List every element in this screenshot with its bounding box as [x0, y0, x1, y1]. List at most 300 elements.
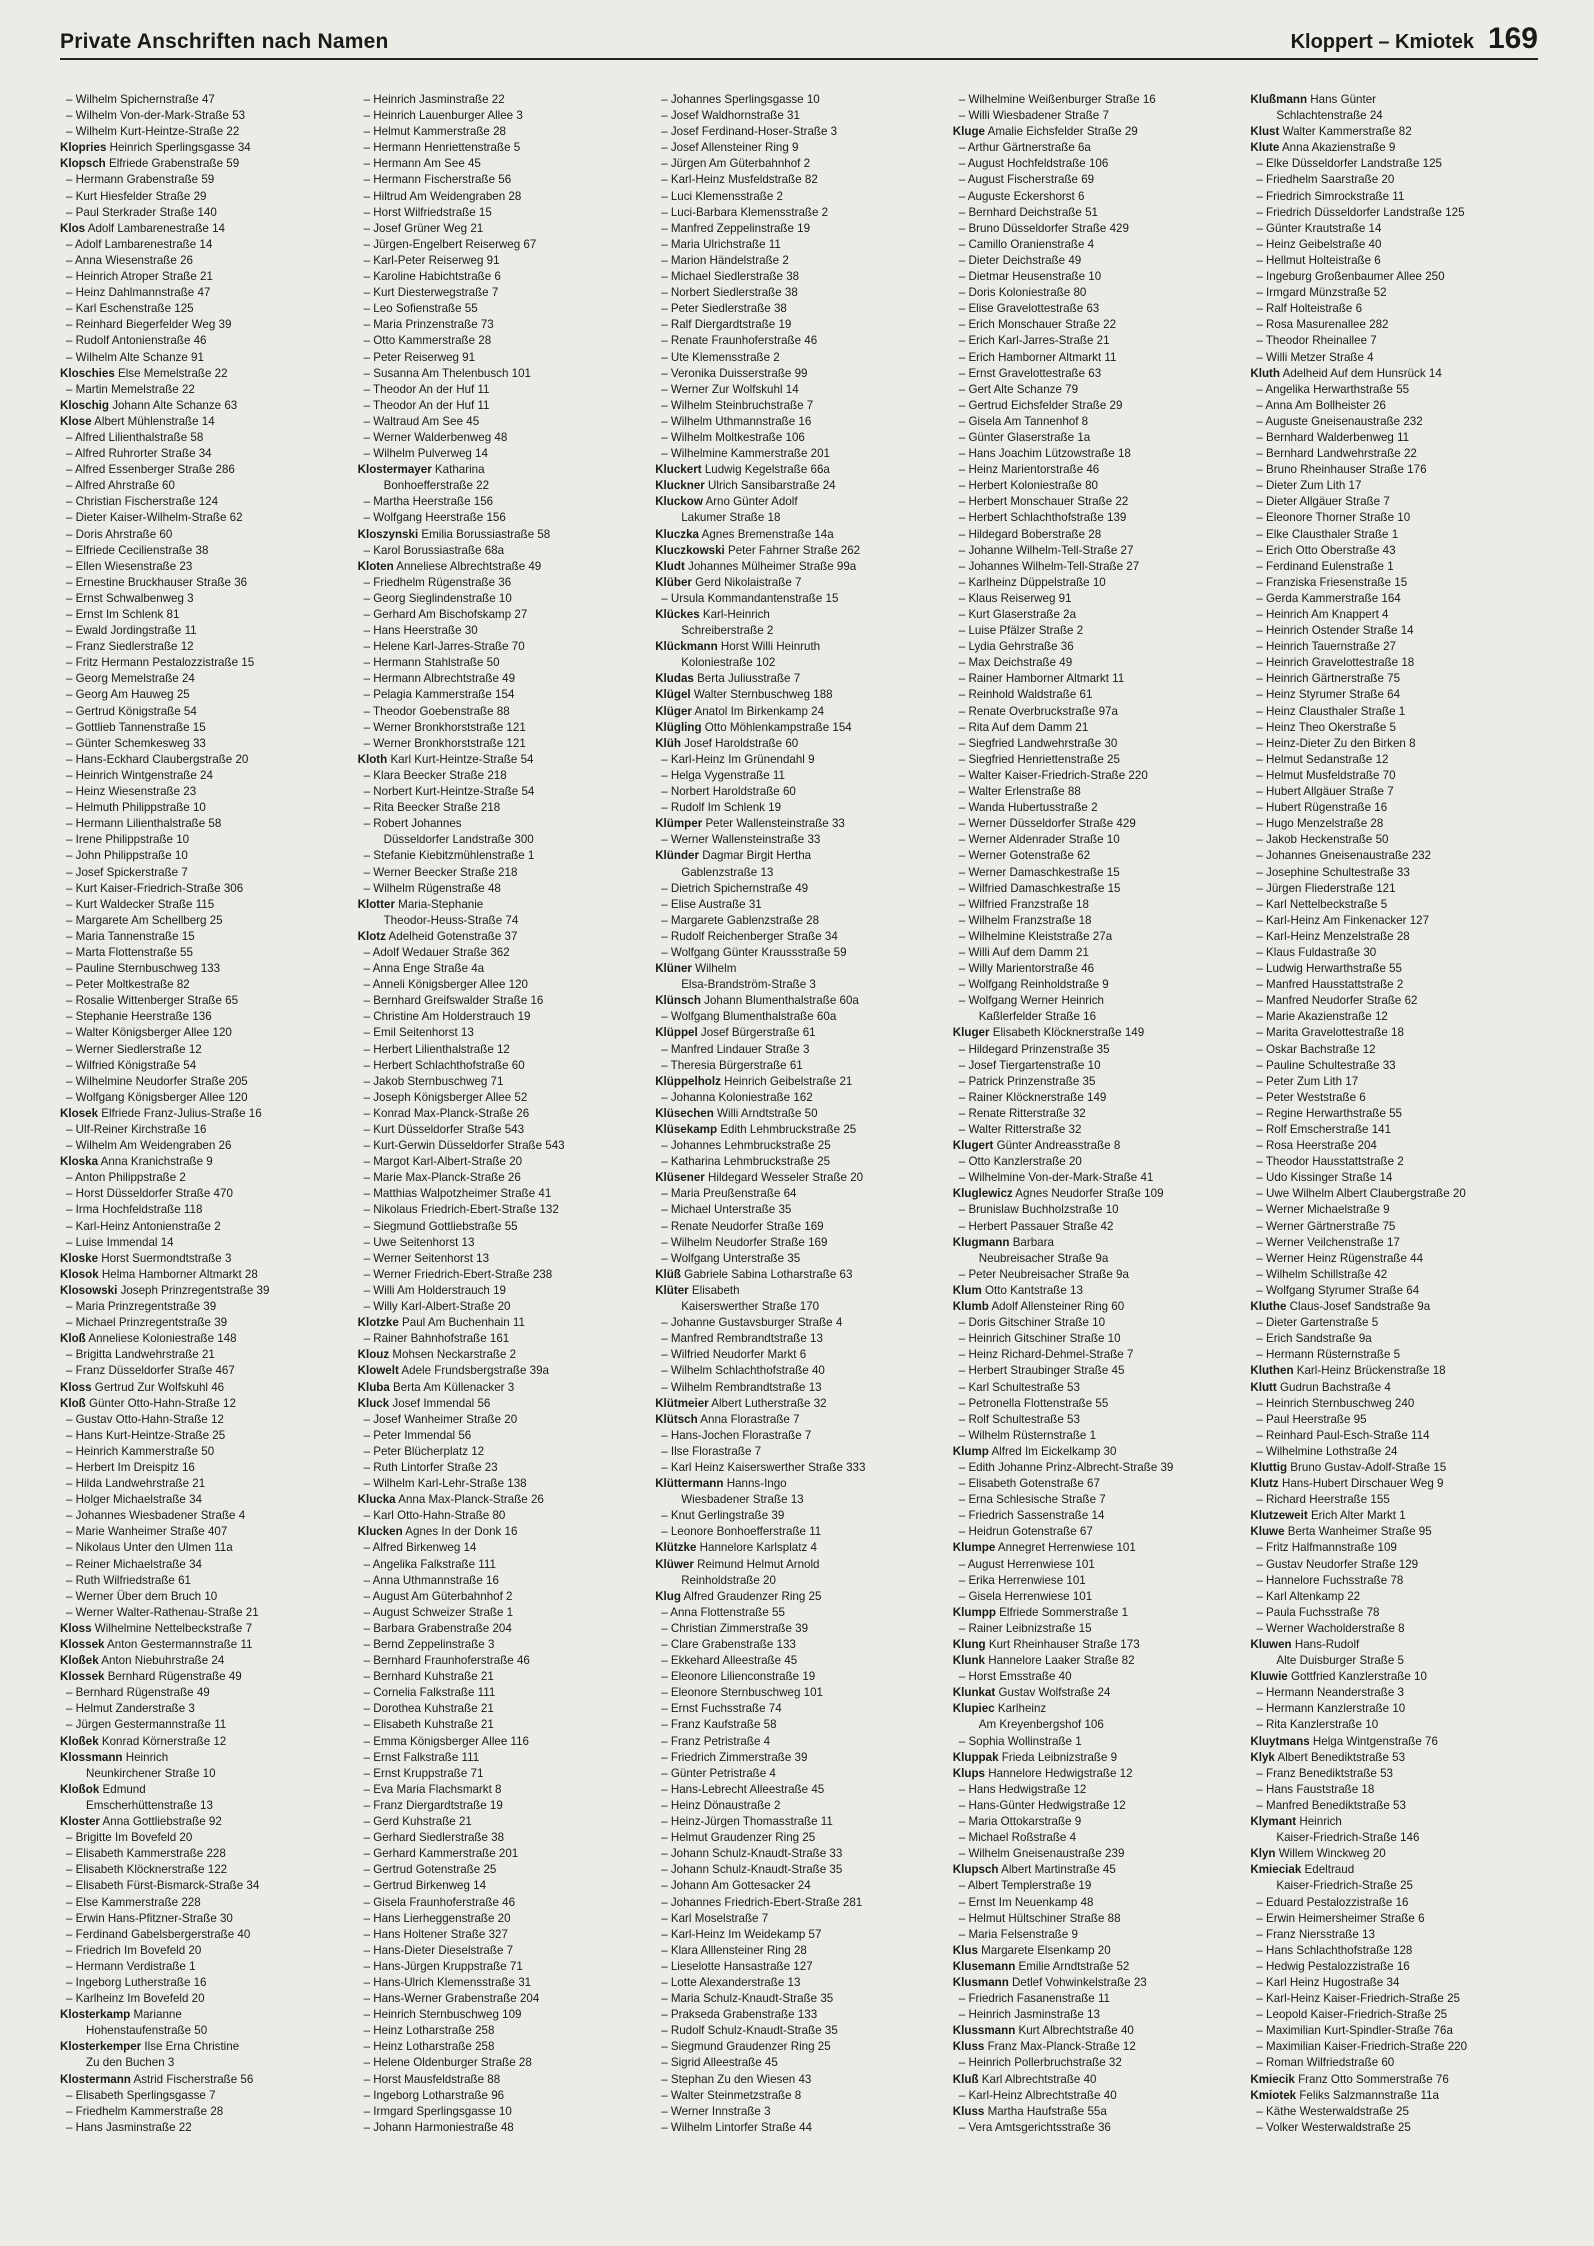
sub-entry: – Herbert Im Dreispitz 16	[66, 1460, 195, 1474]
surname-entry	[655, 1540, 945, 1556]
sub-entry: – Alfred Ahrstraße 60	[66, 479, 175, 493]
surname: Kloster	[60, 1815, 100, 1829]
sub-entry: – Michael Unterstraße 35	[661, 1203, 792, 1217]
sub-entry: – Eleonore Sternbuschweg 101	[661, 1686, 823, 1700]
surname: Kluba	[357, 1380, 390, 1394]
entry-details: Maria-Stephanie	[394, 897, 484, 911]
sub-entry: – Paul Sterkrader Straße 140	[66, 205, 217, 219]
sub-entry: – Klara Beecker Straße 218	[363, 768, 507, 782]
entry-details: Elfriede Grabenstraße 59	[105, 157, 240, 171]
surname-entry	[60, 156, 350, 172]
surname: Kloska	[60, 1155, 99, 1169]
sub-entry: – Dieter Deichstraße 49	[958, 253, 1082, 267]
sub-entry: – Brigitta Landwehrstraße 21	[66, 1348, 215, 1362]
sub-entry: – Maximilian Kaiser-Friedrich-Straße 220	[1256, 2040, 1468, 2054]
entry-details: Dagmar Birgit Hertha	[699, 849, 812, 863]
sub-entry: – Rainer Leibnizstraße 15	[958, 1621, 1092, 1635]
sub-entry: – Elisabeth Klöcknerstraße 122	[66, 1863, 228, 1877]
surname: Kluckert	[655, 463, 702, 477]
sub-entry: – Helmuth Philippstraße 10	[66, 801, 206, 815]
sub-entry: – Bernhard Walderbenweg 11	[1256, 430, 1410, 444]
surname: Klucken	[357, 1525, 403, 1539]
surname: Kmiecik	[1250, 2072, 1295, 2086]
sub-entry: – Elisabeth Fürst-Bismarck-Straße 34	[66, 1879, 260, 1893]
entry-details: Berta Juliusstraße 7	[693, 672, 801, 686]
sub-entry: – Ernst Im Neuenkamp 48	[958, 1895, 1094, 1909]
entry-details: Helga Wintgenstraße 76	[1309, 1734, 1438, 1748]
surname-entry	[953, 1235, 1243, 1251]
entry-continuation: Bonhoefferstraße 22	[383, 479, 490, 493]
sub-entry: – Herbert Passauer Straße 42	[958, 1219, 1114, 1233]
sub-entry: – Hiltrud Am Weidengraben 28	[363, 189, 522, 203]
sub-entry: – Doris Koloniestraße 80	[958, 286, 1087, 300]
sub-entry: – Luci-Barbara Klemensstraße 2	[661, 205, 829, 219]
sub-entry: – Willi Wiesbadener Straße 7	[958, 109, 1109, 123]
sub-entry: – Heinz Clausthaler Straße 1	[1256, 704, 1406, 718]
surname: Klugert	[952, 1139, 994, 1153]
sub-entry: – Willy Karl-Albert-Straße 20	[363, 1300, 511, 1314]
entry-details: Heinrich	[122, 1750, 169, 1764]
sub-entry: – Josef Ferdinand-Hoser-Straße 3	[661, 125, 838, 139]
sub-entry: – Elise Gravelottestraße 63	[958, 302, 1100, 316]
sub-entry: – Marion Händelstraße 2	[661, 253, 789, 267]
sub-entry: – Uwe Seitenhorst 13	[363, 1235, 475, 1249]
sub-entry: – Ernst Fuchsstraße 74	[661, 1702, 782, 1716]
sub-entry: – Ruth Lintorfer Straße 23	[363, 1460, 498, 1474]
surname: Kmieciak	[1250, 1863, 1302, 1877]
sub-entry: – Herbert Monschauer Straße 22	[958, 495, 1129, 509]
sub-entry: – Paul Heerstraße 95	[1256, 1412, 1367, 1426]
surname-entry	[358, 1396, 648, 1412]
entry-details: Peter Fahrner Straße 262	[724, 543, 861, 557]
sub-entry: – Kurt Kaiser-Friedrich-Straße 306	[66, 881, 244, 895]
sub-entry: – Erwin Hans-Pfitzner-Straße 30	[66, 1911, 233, 1925]
sub-entry: – Siegfried Henriettenstraße 25	[958, 752, 1120, 766]
sub-entry: – Herbert Schlachthofstraße 139	[958, 511, 1127, 525]
sub-entry: – Peter Blücherplatz 12	[363, 1444, 485, 1458]
surname-entry	[655, 527, 945, 543]
entry-details: Claus-Josef Sandstraße 9a	[1286, 1300, 1431, 1314]
sub-entry: – Werner Seitenhorst 13	[363, 1251, 490, 1265]
sub-entry: – Oskar Bachstraße 12	[1256, 1042, 1376, 1056]
sub-entry: – Johannes Lehmbruckstraße 25	[661, 1139, 831, 1153]
surname-entry	[60, 1267, 350, 1283]
surname-entry	[655, 1106, 945, 1122]
sub-entry: – Theodor Goebenstraße 88	[363, 704, 510, 718]
entry-details: Albert Benediktstraße 53	[1274, 1750, 1406, 1764]
surname-entry	[655, 478, 945, 494]
sub-entry: – Sigrid Alleestraße 45	[661, 2056, 778, 2070]
surname-entry	[953, 2104, 1243, 2120]
surname-entry	[655, 848, 945, 864]
sub-entry: – Friedrich Zimmerstraße 39	[661, 1750, 808, 1764]
surname-entry	[953, 1685, 1243, 1701]
entry-details: Berta Am Küllenacker 3	[389, 1380, 515, 1394]
sub-entry: – Heinz-Dieter Zu den Birken 8	[1256, 736, 1416, 750]
surname-entry	[60, 398, 350, 414]
sub-entry: – Franz Siedlerstraße 12	[66, 640, 194, 654]
entry-details: Horst Suermondtstraße 3	[98, 1251, 232, 1265]
surname: Kluglewicz	[952, 1187, 1013, 1201]
surname-entry	[953, 1959, 1243, 1975]
sub-entry: – Johannes Wiesbadener Straße 4	[66, 1509, 246, 1523]
surname-entry	[953, 1186, 1243, 1202]
sub-entry: – Karl Moselstraße 7	[661, 1911, 769, 1925]
sub-entry: – Ulf-Reiner Kirchstraße 16	[66, 1123, 207, 1136]
sub-entry: – Helmut Musfeldstraße 70	[1256, 768, 1396, 782]
sub-entry: – Erich Hamborner Altmarkt 11	[958, 350, 1117, 364]
surname-entry	[1250, 140, 1540, 156]
sub-entry: – Johannes Friedrich-Ebert-Straße 281	[661, 1895, 863, 1909]
surname: Klups	[952, 1766, 985, 1780]
entry-details: Ilse Erna Christine	[141, 2040, 240, 2054]
sub-entry: – Kurt Glaserstraße 2a	[958, 608, 1077, 621]
sub-entry: – Franz Niersstraße 13	[1256, 1927, 1375, 1941]
sub-entry: – Gerda Kammerstraße 164	[1256, 591, 1401, 605]
entry-details: Astrid Fischerstraße 56	[130, 2072, 254, 2086]
surname: Klostermann	[60, 2072, 131, 2086]
sub-entry: – Hubert Rügenstraße 16	[1256, 801, 1388, 815]
surname: Kloß	[60, 1396, 86, 1410]
sub-entry: – Alfred Essenberger Straße 286	[66, 463, 235, 477]
surname-entry	[655, 671, 945, 687]
sub-entry: – Peter Moltkestraße 82	[66, 978, 190, 992]
surname: Klyn	[1250, 1847, 1276, 1861]
sub-entry: – Wilhelm Steinbruchstraße 7	[661, 398, 814, 412]
sub-entry: – Werner Damaschkestraße 15	[958, 865, 1120, 879]
sub-entry: – Jürgen Fliederstraße 121	[1256, 881, 1396, 895]
sub-entry: – Ekkehard Alleestraße 45	[661, 1654, 798, 1668]
sub-entry: – Werner Beecker Straße 218	[363, 865, 518, 879]
sub-entry: – Rosa Masurenallee 282	[1256, 318, 1389, 332]
sub-entry: – Brigitte Im Bovefeld 20	[66, 1831, 193, 1845]
sub-entry: – Franz Diergardtstraße 19	[363, 1798, 503, 1812]
sub-entry: – Wilhelm Am Weidengraben 26	[66, 1139, 232, 1153]
sub-entry: – Friedhelm Saarstraße 20	[1256, 173, 1395, 187]
sub-entry: – Karl-Heinz Albrechtstraße 40	[958, 2088, 1117, 2102]
sub-entry: – Lydia Gehrstraße 36	[958, 640, 1074, 654]
surname-entry	[60, 1653, 350, 1669]
sub-entry: – Eva Maria Flachsmarkt 8	[363, 1782, 502, 1796]
sub-entry: – Adolf Lambarenestraße 14	[66, 237, 213, 251]
entry-details: Feliks Salzmannstraße 11a	[1296, 2088, 1439, 2102]
entry-details: Detlef Vohwinkelstraße 23	[1008, 1975, 1147, 1989]
sub-entry: – Willy Marientorstraße 46	[958, 962, 1095, 976]
sub-entry: – Rainer Klöcknerstraße 149	[958, 1090, 1107, 1104]
sub-entry: – Erna Schlesische Straße 7	[958, 1493, 1106, 1507]
surname: Klünder	[655, 849, 699, 863]
sub-entry: – Jürgen Am Güterbahnhof 2	[661, 157, 811, 171]
column-5	[1250, 92, 1540, 2212]
surname: Klügling	[655, 720, 702, 734]
entry-continuation: Schreiberstraße 2	[681, 624, 774, 638]
sub-entry: – Manfred Neudorfer Straße 62	[1256, 994, 1418, 1008]
sub-entry: – Werner Walderbenweg 48	[363, 430, 508, 444]
surname-entry	[655, 1589, 945, 1605]
sub-entry: – Rudolf Im Schlenk 19	[661, 801, 782, 815]
sub-entry: – Wilhelm Alte Schanze 91	[66, 350, 204, 364]
sub-entry: – Ernst Schwalbenweg 3	[66, 591, 194, 605]
sub-entry: – Friedrich Fasanenstraße 11	[958, 1992, 1110, 2006]
surname: Klossek	[60, 1670, 105, 1684]
sub-entry: – Barbara Grabenstraße 204	[363, 1621, 512, 1635]
surname: Klütsch	[655, 1412, 698, 1426]
sub-entry: – Bernhard Greifswalder Straße 16	[363, 994, 544, 1008]
sub-entry: – Stephan Zu den Wiesen 43	[661, 2072, 812, 2086]
entry-details: Katharina	[431, 463, 485, 477]
surname-entry	[953, 1605, 1243, 1621]
sub-entry: – Günter Schemkesweg 33	[66, 736, 206, 750]
sub-entry: – Heinz Geibelstraße 40	[1256, 237, 1382, 251]
entry-details: Mohsen Neckarstraße 2	[389, 1348, 517, 1362]
sub-entry: – Helga Vygenstraße 11	[661, 768, 785, 782]
sub-entry: – Ralf Holteistraße 6	[1256, 302, 1363, 316]
surname: Klüh	[655, 736, 681, 750]
sub-entry: – Marta Flottenstraße 55	[66, 945, 193, 959]
surname: Klutzeweit	[1250, 1509, 1308, 1523]
surname: Klüber	[655, 575, 692, 589]
sub-entry: – August Hochfeldstraße 106	[958, 157, 1109, 171]
sub-entry: – Heinz Styrumer Straße 64	[1256, 688, 1401, 702]
sub-entry: – Wanda Hubertusstraße 2	[958, 801, 1098, 815]
entry-details: Adelheid Gotenstraße 37	[385, 929, 518, 943]
sub-entry: – Werner Zur Wolfskuhl 14	[661, 382, 799, 396]
surname: Klugmann	[952, 1235, 1010, 1249]
sub-entry: – Hans Kurt-Heintze-Straße 25	[66, 1428, 226, 1442]
entry-details: Emilie Arndtstraße 52	[1015, 1959, 1130, 1973]
sub-entry: – Wolfgang Königsberger Allee 120	[66, 1090, 248, 1104]
sub-entry: – Holger Michaelstraße 34	[66, 1493, 202, 1507]
sub-entry: – Lieselotte Hansastraße 127	[661, 1959, 813, 1973]
surname: Kluytmans	[1250, 1734, 1310, 1748]
sub-entry: – Sophia Wollinstraße 1	[958, 1734, 1082, 1748]
surname: Klus	[952, 1943, 978, 1957]
surname: Kluckow	[655, 495, 703, 509]
sub-entry: – Angelika Herwarthstraße 55	[1256, 382, 1410, 396]
sub-entry: – Werner Gärtnerstraße 75	[1256, 1219, 1396, 1233]
entry-continuation: Neubreisacher Straße 9a	[978, 1251, 1109, 1265]
sub-entry: – Max Deichstraße 49	[958, 656, 1073, 670]
sub-entry: – Wolfgang Reinholdstraße 9	[958, 978, 1109, 992]
sub-entry: – Gerd Kuhstraße 21	[363, 1815, 472, 1829]
sub-entry: – August Fischerstraße 69	[958, 173, 1095, 187]
surname: Klymant	[1250, 1815, 1297, 1829]
sub-entry: – Johann Harmoniestraße 48	[363, 2120, 514, 2134]
sub-entry: – Luise Pfälzer Straße 2	[958, 624, 1084, 638]
sub-entry: – Ernst Kruppstraße 71	[363, 1766, 484, 1780]
sub-entry: – Hilda Landwehrstraße 21	[66, 1477, 206, 1491]
sub-entry: – Erich Karl-Jarres-Straße 21	[958, 334, 1110, 348]
surname: Klupsch	[952, 1863, 999, 1877]
sub-entry: – Hellmut Holteistraße 6	[1256, 253, 1381, 267]
sub-entry: – Rudolf Antonienstraße 46	[66, 334, 207, 348]
surname: Klüner	[655, 962, 692, 976]
entry-continuation: Gablenzstraße 13	[681, 865, 774, 879]
sub-entry: – Manfred Zeppelinstraße 19	[661, 221, 811, 235]
sub-entry: – Bruno Düsseldorfer Straße 429	[958, 221, 1129, 235]
surname: Klussmann	[952, 2024, 1016, 2038]
sub-entry: – Hans-Ulrich Klemensstraße 31	[363, 1975, 532, 1989]
surname-entry	[655, 993, 945, 1009]
sub-entry: – Renate Overbruckstraße 97a	[958, 704, 1118, 718]
sub-entry: – Erich Monschauer Straße 22	[958, 318, 1117, 332]
surname: Klosterkamp	[60, 2008, 131, 2022]
surname-entry	[655, 1025, 945, 1041]
sub-entry: – Peter Zum Lith 17	[1256, 1074, 1359, 1088]
entry-details: Erich Alter Markt 1	[1307, 1509, 1406, 1523]
surname: Klosowski	[60, 1283, 118, 1297]
sub-entry: – Karl Heinz Hugostraße 34	[1256, 1975, 1400, 1989]
entry-details: Hans Günter	[1307, 93, 1377, 106]
sub-entry: – Dieter Zum Lith 17	[1256, 479, 1362, 493]
sub-entry: – Erwin Heimersheimer Straße 6	[1256, 1911, 1425, 1925]
sub-entry: – Roman Wilfriedstraße 60	[1256, 2056, 1395, 2070]
surname-entry	[655, 1476, 945, 1492]
sub-entry: – Hermann Fischerstraße 56	[363, 173, 512, 187]
surname: Kluthe	[1250, 1300, 1287, 1314]
sub-entry: – Jakob Heckenstraße 50	[1256, 833, 1389, 847]
sub-entry: – Franziska Friesenstraße 15	[1256, 575, 1408, 589]
surname-entry	[953, 1025, 1243, 1041]
sub-entry: – Georg Am Hauweg 25	[66, 688, 190, 702]
surname: Klosek	[60, 1106, 99, 1120]
sub-entry: – Wilhelm Moltkestraße 106	[661, 430, 805, 444]
surname-entry	[358, 559, 648, 575]
sub-entry: – Josef Spickerstraße 7	[66, 865, 188, 879]
sub-entry: – Brunislaw Buchholzstraße 10	[958, 1203, 1119, 1217]
sub-entry: – Gustav Neudorfer Straße 129	[1256, 1557, 1419, 1571]
sub-entry: – Wilfried Königstraße 54	[66, 1058, 197, 1072]
sub-entry: – Karl-Heinz Antonienstraße 2	[66, 1219, 221, 1233]
sub-entry: – Wilfried Franzstraße 18	[958, 897, 1089, 911]
sub-entry: – Reinhard Paul-Esch-Straße 114	[1256, 1428, 1430, 1442]
sub-entry: – Maria Felsenstraße 9	[958, 1927, 1078, 1941]
surname-entry	[655, 607, 945, 623]
sub-entry: – Emma Königsberger Allee 116	[363, 1734, 530, 1748]
surname-entry	[655, 559, 945, 575]
sub-entry: – Johanna Koloniestraße 162	[661, 1090, 813, 1104]
sub-entry: – Hermann Am See 45	[363, 157, 481, 171]
surname-entry	[953, 1750, 1243, 1766]
sub-entry: – Manfred Hausstattstraße 2	[1256, 978, 1404, 992]
sub-entry: – Otto Kammerstraße 28	[363, 334, 492, 348]
surname-entry	[655, 961, 945, 977]
sub-entry: – Katharina Lehmbruckstraße 25	[661, 1155, 831, 1169]
entry-details: Johann Blumenthalstraße 60a	[700, 994, 859, 1008]
surname-entry	[953, 1299, 1243, 1315]
surname-entry	[60, 1251, 350, 1267]
entry-details: Anna Florastraße 7	[697, 1412, 800, 1426]
sub-entry: – Herbert Koloniestraße 80	[958, 479, 1098, 493]
sub-entry: – Werner Innstraße 3	[661, 2104, 771, 2118]
surname-entry	[953, 1943, 1243, 1959]
surname: Kloth	[357, 752, 388, 766]
entry-details: Günter Otto-Hahn-Straße 12	[85, 1396, 236, 1410]
sub-entry: – Werner Veilchenstraße 17	[1256, 1235, 1400, 1249]
sub-entry: – Maria Tannenstraße 15	[66, 929, 195, 943]
surname-entry	[655, 736, 945, 752]
surname-entry	[60, 2072, 350, 2088]
surname-entry	[655, 543, 945, 559]
sub-entry: – Heinrich Jasminstraße 22	[363, 93, 505, 106]
sub-entry: – Ferdinand Eulenstraße 1	[1256, 559, 1394, 573]
entry-continuation: Schlachtenstraße 24	[1276, 109, 1383, 123]
surname: Klyk	[1250, 1750, 1275, 1764]
surname: Kluß	[952, 2072, 979, 2086]
surname: Kluwe	[1250, 1525, 1285, 1539]
sub-entry: – Ernst Gravelottestraße 63	[958, 366, 1102, 380]
surname: Kluwie	[1250, 1670, 1288, 1684]
sub-entry: – Reinhold Waldstraße 61	[958, 688, 1093, 702]
sub-entry: – Anton Philippstraße 2	[66, 1171, 186, 1185]
sub-entry: – Peter Weststraße 6	[1256, 1090, 1366, 1104]
sub-entry: – Reinhard Biegerfelder Weg 39	[66, 318, 232, 332]
sub-entry: – Wilhelm Schlachthofstraße 40	[661, 1364, 825, 1378]
sub-entry: – Marie Akazienstraße 12	[1256, 1010, 1388, 1024]
surname: Klumpe	[952, 1541, 996, 1555]
entry-continuation: Zu den Buchen 3	[86, 2056, 175, 2070]
page-number: 169	[1487, 22, 1538, 55]
sub-entry: – Friedrich Simrockstraße 11	[1256, 189, 1405, 203]
sub-entry: – Franz Kaufstraße 58	[661, 1718, 777, 1732]
sub-entry: – Rolf Emscherstraße 141	[1256, 1123, 1392, 1136]
sub-entry: – Maria Preußenstraße 64	[661, 1187, 797, 1201]
entry-details: Anneliese Koloniestraße 148	[85, 1332, 237, 1346]
sub-entry: – Gert Alte Schanze 79	[958, 382, 1079, 396]
entry-details: Martha Haufstraße 55a	[984, 2104, 1107, 2118]
sub-entry: – Eleonore Lilienconstraße 19	[661, 1670, 816, 1684]
entry-details: Anton Gestermannstraße 11	[104, 1638, 253, 1651]
entry-details: Heinrich Sperlingsgasse 34	[106, 141, 251, 155]
surname: Klütmeier	[655, 1396, 709, 1410]
sub-entry: – Helmut Zanderstraße 3	[66, 1702, 195, 1716]
sub-entry: – Gustav Otto-Hahn-Straße 12	[66, 1412, 224, 1426]
entry-details: Konrad Körnerstraße 12	[98, 1734, 227, 1748]
sub-entry: – Heinrich Ostender Straße 14	[1256, 624, 1414, 638]
sub-entry: – Elisabeth Gotenstraße 67	[958, 1477, 1100, 1491]
sub-entry: – Heinz Marientorstraße 46	[958, 463, 1100, 477]
sub-entry: – Ernst Im Schlenk 81	[66, 608, 180, 621]
sub-entry: – Theresia Bürgerstraße 61	[661, 1058, 803, 1072]
sub-entry: – Ellen Wiesenstraße 23	[66, 559, 193, 573]
sub-entry: – Bernd Zeppelinstraße 3	[363, 1638, 495, 1651]
sub-entry: – Eleonore Thorner Straße 10	[1256, 511, 1411, 525]
entry-details: Walter Sternbuschweg 188	[690, 688, 833, 702]
surname-entry	[1250, 1299, 1540, 1315]
surname: Klüsechen	[655, 1106, 714, 1120]
sub-entry: – Veronika Duisserstraße 99	[661, 366, 808, 380]
sub-entry: – Heinrich Pollerbruchstraße 32	[958, 2056, 1122, 2070]
sub-entry: – Wilhelmine Weißenburger Straße 16	[958, 93, 1156, 106]
sub-entry: – Fritz Halfmannstraße 109	[1256, 1541, 1397, 1555]
surname: Klüß	[655, 1267, 681, 1281]
sub-entry: – Hans Schlachthofstraße 128	[1256, 1943, 1413, 1957]
sub-entry: – Irmgard Münzstraße 52	[1256, 286, 1387, 300]
entry-continuation: Kaiser-Friedrich-Straße 25	[1276, 1879, 1413, 1893]
sub-entry: – Luise Immendal 14	[66, 1235, 174, 1249]
sub-entry: – Edith Johanne Prinz-Albrecht-Straße 39	[958, 1460, 1174, 1474]
sub-entry: – Ernst Falkstraße 111	[363, 1750, 480, 1764]
surname: Klügel	[655, 688, 691, 702]
surname-entry	[60, 1396, 350, 1412]
sub-entry: – Helene Karl-Jarres-Straße 70	[363, 640, 525, 654]
sub-entry: – Klaus Reiserweg 91	[958, 591, 1072, 605]
surname-entry	[655, 704, 945, 720]
entry-details: Anatol Im Birkenkamp 24	[691, 704, 825, 718]
surname-entry	[60, 1669, 350, 1685]
surname: Kmiotek	[1250, 2088, 1297, 2102]
entry-details: Franz Max-Planck-Straße 12	[984, 2040, 1136, 2054]
